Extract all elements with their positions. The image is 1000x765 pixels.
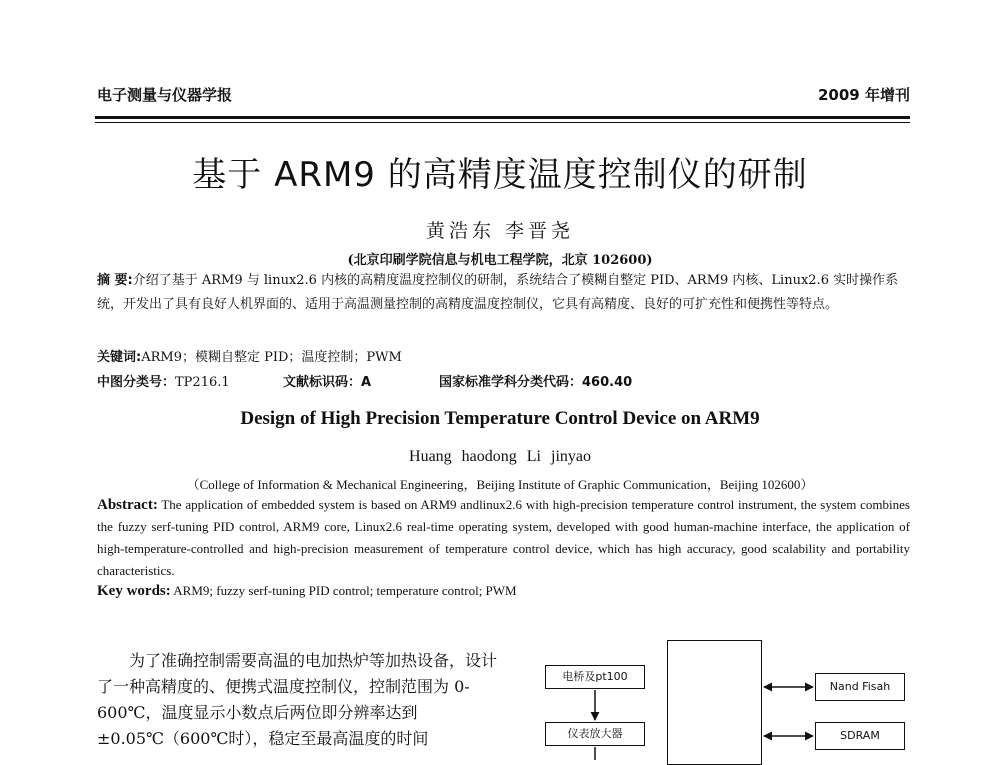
- paper-title-en: Design of High Precision Temperature Control Device on ARM9: [240, 408, 760, 429]
- abstract-cn-label: 摘 要:: [97, 273, 133, 288]
- journal-issue: 2009 年增刊: [818, 86, 910, 104]
- abstract-en: [97, 494, 910, 582]
- block-diagram: [545, 640, 915, 760]
- body-paragraph: 为了准确控制需要高温的电加热炉等加热设备，设计了一种高精度的、便携式温度控制仪，控制范围为 0-600℃，温度显示小数点后两位即分辨率达到±0.05℃（600℃时），稳定至最高温度的时间: [97, 651, 498, 748]
- doc-value: A: [361, 375, 372, 390]
- std-label: 国家标准学科分类代码：: [439, 375, 583, 390]
- keywords-cn: [97, 346, 402, 365]
- header-rule-thin: [95, 122, 910, 123]
- keywords-en-text: ARM9; fuzzy serf-tuning PID control; temperature control; PWM: [170, 583, 517, 598]
- keywords-cn-label: 关键词:: [97, 350, 142, 365]
- doc-code: [283, 371, 371, 390]
- std-value: 460.40: [582, 375, 633, 390]
- box-sdram: SDRAM: [815, 722, 905, 750]
- box-instrument-amp: 仪表放大器: [545, 722, 645, 746]
- abstract-en-label: Abstract:: [97, 497, 158, 513]
- authors-cn: 黄浩东 李晋尧: [425, 220, 575, 242]
- affiliation-cn: (北京印刷学院信息与机电工程学院，北京 102600): [347, 253, 653, 268]
- doc-label: 文献标识码：: [283, 375, 362, 390]
- clc-value: TP216.1: [175, 375, 230, 390]
- std-code: [439, 371, 632, 390]
- keywords-en-label: Key words:: [97, 583, 171, 599]
- abstract-cn-text: 介绍了基于 ARM9 与 linux2.6 内核的高精度温度控制仪的研制，系统结合了模糊自整定 PID、ARM9 内核、Linux2.6 实时操作系统，开发出了具有良好人机界面的、适用于高温测量控制的高精度温度控制仪，它具有高精度、良好的可扩充性和便携性等特点。: [97, 273, 899, 312]
- keywords-cn-text: ARM9；模糊自整定 PID；温度控制；PWM: [141, 350, 402, 365]
- clc-label: 中图分类号：: [97, 375, 176, 390]
- clc-code: [97, 371, 230, 390]
- authors-en: Huang haodong Li jinyao: [409, 448, 591, 465]
- journal-name: 电子测量与仪器学报: [97, 86, 233, 104]
- abstract-en-text: The application of embedded system is based on ARM9 andlinux2.6 with high-precision temperature control instrument, the system combines the fuzzy serf-tuning PID control, ARM9 core, Linux2.6 real-time operating system, developed with good human-machine interface, the application of high-temperature-controlled and high-precision measurement of temperature control device, which has high accuracy, good scalability and portability characteristics.: [97, 497, 910, 578]
- abstract-cn: [97, 269, 910, 317]
- header-rule-thick: [95, 116, 910, 119]
- box-nand-flash: Nand Fisah: [815, 673, 905, 701]
- paper-title-cn: 基于 ARM9 的高精度温度控制仪的研制: [192, 155, 808, 195]
- keywords-en: [97, 583, 517, 600]
- body-text-cn: [97, 648, 497, 752]
- box-bridge-pt100: 电桥及pt100: [545, 665, 645, 689]
- diagram-arrows: [545, 640, 915, 760]
- affiliation-en: （College of Information & Mechanical Engineering，Beijing Institute of Graphic Communication，Beijing 102600）: [186, 477, 814, 492]
